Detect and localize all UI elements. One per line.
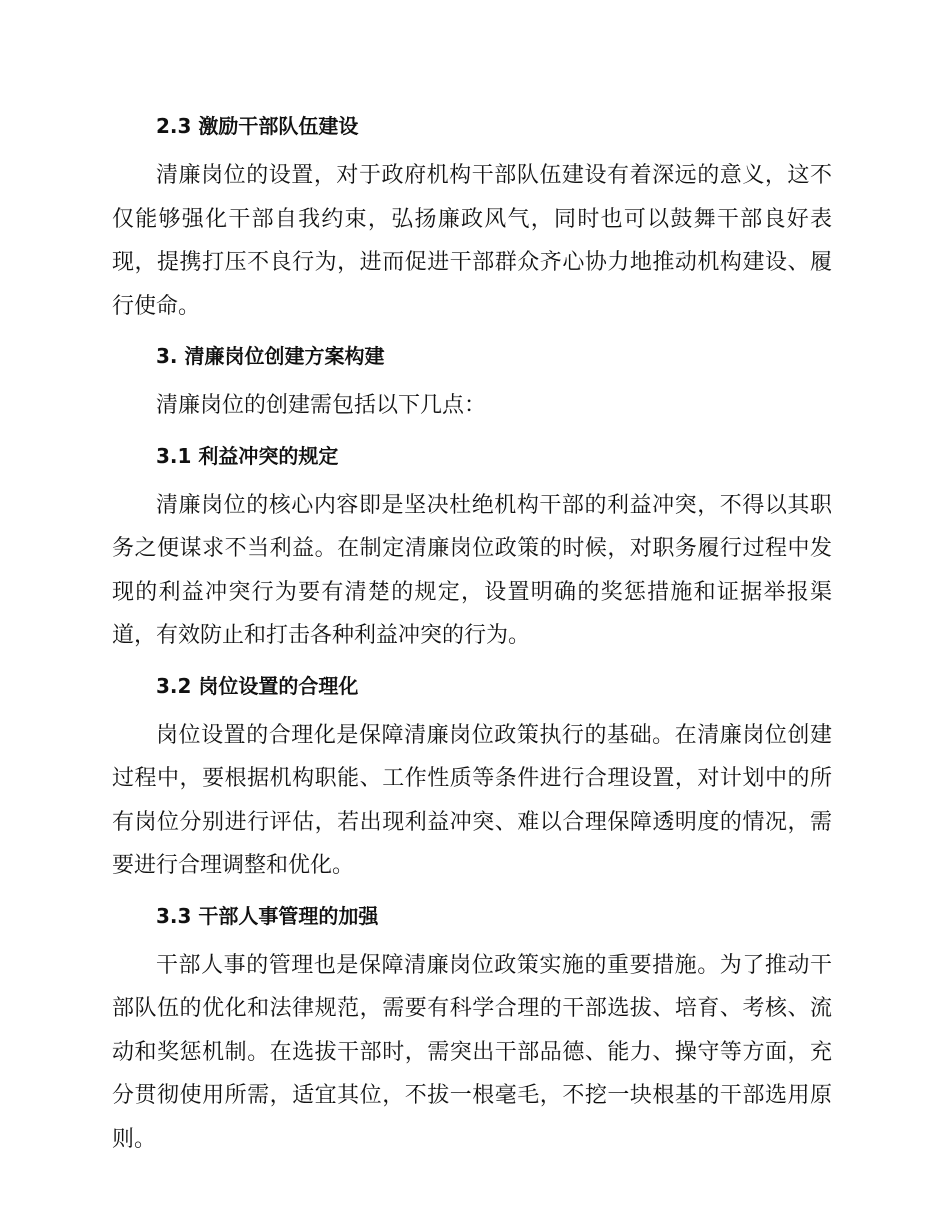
section-heading-3-2: 3.2 岗位设置的合理化 — [156, 673, 359, 698]
section-heading-3: 3. 清廉岗位创建方案构建 — [156, 344, 385, 368]
section-paragraph-3-3: 干部人事的管理也是保障清廉岗位政策实施的重要措施。为了推动干部队伍的优化和法律规范，需要有科学合理的干部选拔、培育、考核、流动和奖惩机制。在选拔干部时，需突出干部品德、能力、操守等方面，充分贯彻使用所需，适宜其位，不拔一根毫毛，不挖一块根基的干部选用原则。 — [112, 952, 832, 1152]
section-heading-3-1: 3.1 利益冲突的规定 — [156, 443, 339, 468]
section-paragraph-3-2: 岗位设置的合理化是保障清廉岗位政策执行的基础。在清廉岗位创建过程中，要根据机构职能、工作性质等条件进行合理设置，对计划中的所有岗位分别进行评估，若出现利益冲突、难以合理保障透明度的情况，需要进行合理调整和优化。 — [112, 722, 832, 878]
section-paragraph-2-3: 清廉岗位的设置，对于政府机构干部队伍建设有着深远的意义，这不仅能够强化干部自我约束，弘扬廉政风气，同时也可以鼓舞干部良好表现，提携打压不良行为，进而促进干部群众齐心协力地推动机构建设、履行使命。 — [112, 163, 832, 319]
section-paragraph-3: 清廉岗位的创建需包括以下几点： — [156, 393, 487, 418]
section-heading-3-3: 3.3 干部人事管理的加强 — [156, 903, 379, 928]
section-heading-2-3: 2.3 激励干部队伍建设 — [156, 114, 359, 138]
section-paragraph-3-1: 清廉岗位的核心内容即是坚决杜绝机构干部的利益冲突，不得以其职务之便谋求不当利益。在制定清廉岗位政策的时候，对职务履行过程中发现的利益冲突行为要有清楚的规定，设置明确的奖惩措施和证据举报渠道，有效防止和打击各种利益冲突的行为。 — [112, 492, 832, 648]
document-page — [112, 108, 832, 1161]
